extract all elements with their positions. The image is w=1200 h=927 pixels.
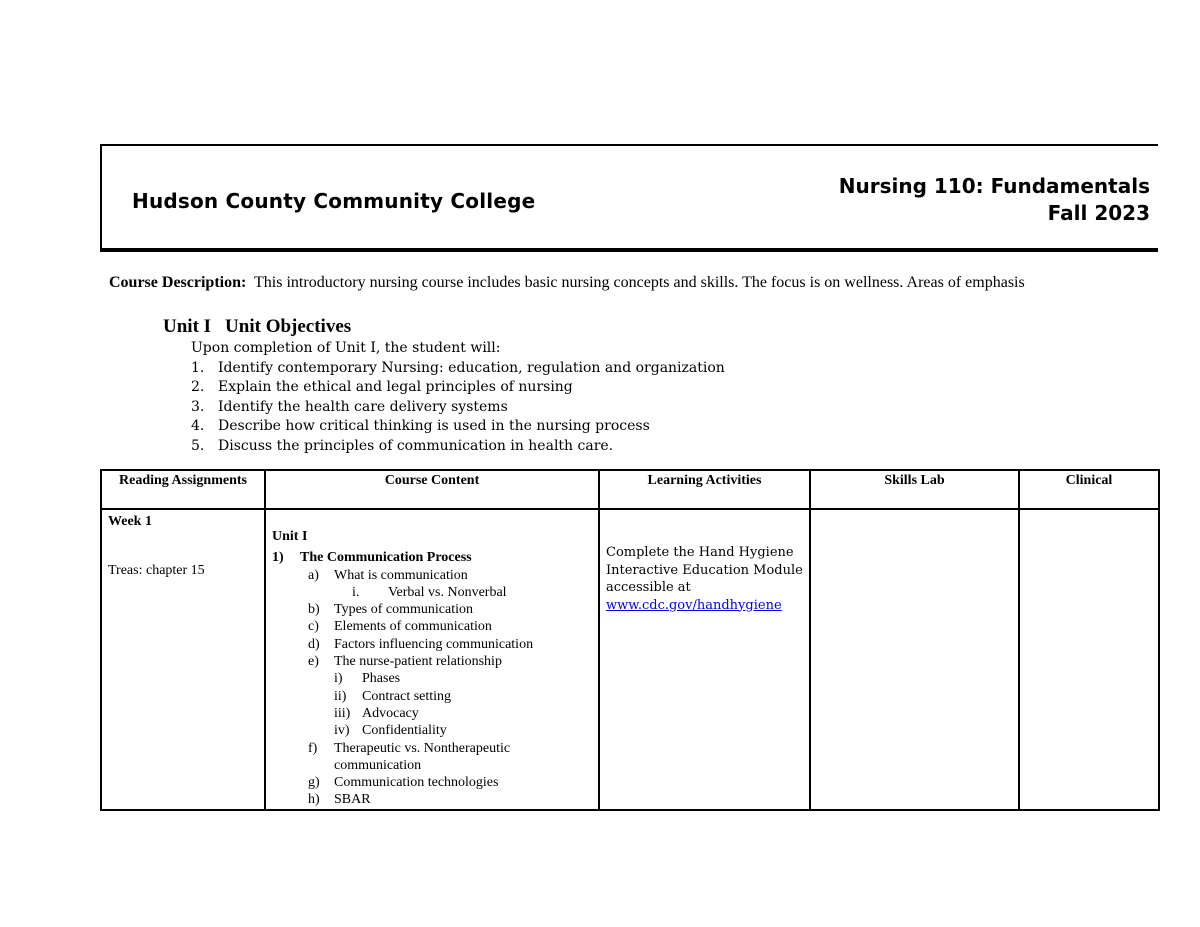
- objective-item: [191, 417, 725, 437]
- header-skills-lab: Skills Lab: [810, 470, 1019, 509]
- objective-number: 5.: [191, 437, 205, 454]
- schedule-table: [100, 469, 1160, 811]
- objectives-intro: Upon completion of Unit I, the student will:: [191, 340, 501, 356]
- unit-number: Unit I: [163, 316, 212, 337]
- objective-text: Discuss the principles of communication in health care.: [218, 437, 614, 454]
- objective-text: Identify the health care delivery systems: [218, 398, 508, 415]
- objective-number: 4.: [191, 418, 205, 434]
- objective-item: [191, 437, 725, 457]
- course-description-text: This introductory nursing course includes basic nursing concepts and skills. The focus is on wellness. Areas of emphasis: [254, 274, 1025, 291]
- learning-activities-cell: [599, 509, 810, 810]
- activity-line: Complete the Hand Hygiene: [606, 545, 794, 560]
- hand-hygiene-link[interactable]: www.cdc.gov/handhygiene: [606, 597, 782, 613]
- course-name: Nursing 110: Fundamentals: [838, 174, 1150, 198]
- content-item: a) What is communication: [308, 567, 468, 583]
- course-content-cell: [265, 509, 599, 810]
- content-item: b) Types of communication: [308, 602, 473, 618]
- content-subitem: iii) Advocacy: [334, 705, 419, 721]
- content-unit: Unit I: [272, 529, 308, 544]
- process-title: The Communication Process: [300, 550, 472, 566]
- unit-heading: [163, 316, 365, 338]
- content-subitem: iv) Confidentiality: [334, 723, 447, 739]
- process-number: 1): [272, 550, 284, 566]
- clinical-cell: [1019, 509, 1159, 810]
- header-reading-assignments: Reading Assignments: [101, 470, 265, 509]
- document-header: [100, 144, 1158, 252]
- table-row: [101, 509, 1159, 810]
- reading-assignment: Treas: chapter 15: [108, 563, 205, 578]
- course-description: [109, 272, 1109, 293]
- content-item-continued: communication: [334, 757, 422, 773]
- content-item: c) Elements of communication: [308, 619, 492, 635]
- activity-line: accessible at: [606, 580, 691, 595]
- skills-lab-cell: [810, 509, 1019, 810]
- objective-number: 3.: [191, 398, 205, 415]
- course-term: Fall 2023: [1047, 201, 1150, 225]
- content-item: d) Factors influencing communication: [308, 636, 534, 652]
- reading-cell: [101, 509, 265, 810]
- objective-text: Explain the ethical and legal principles of nursing: [218, 379, 573, 395]
- objective-item: [191, 359, 725, 379]
- objectives-list: [191, 359, 725, 457]
- header-clinical: Clinical: [1019, 470, 1159, 509]
- objective-number: 1.: [191, 359, 205, 376]
- header-course-content: Course Content: [265, 470, 599, 509]
- content-process: [272, 549, 592, 566]
- objective-text: Identify contemporary Nursing: education, regulation and organization: [218, 359, 725, 376]
- content-subitem: i) Phases: [334, 671, 401, 687]
- objective-number: 2.: [191, 379, 205, 395]
- content-item: h) SBAR: [308, 792, 371, 808]
- unit-title: Unit Objectives: [225, 316, 352, 337]
- course-description-label: Course Description:: [109, 274, 247, 291]
- header-learning-activities: Learning Activities: [599, 470, 810, 509]
- content-subitem: ii) Contract setting: [334, 688, 452, 704]
- unit-objectives: [191, 339, 725, 456]
- content-subitem: i. Verbal vs. Nonverbal: [352, 584, 507, 600]
- week-label: Week 1: [108, 514, 152, 529]
- course-title-block: [839, 173, 1150, 227]
- content-item: g) Communication technologies: [308, 775, 499, 791]
- content-item: f) Therapeutic vs. Nontherapeutic: [308, 740, 511, 756]
- objective-item: [191, 378, 725, 398]
- objective-item: [191, 398, 725, 418]
- table-header-row: [101, 470, 1159, 509]
- college-name: Hudson County Community College: [132, 189, 536, 213]
- activity-line: Interactive Education Module: [606, 562, 803, 578]
- objective-text: Describe how critical thinking is used in the nursing process: [218, 418, 650, 434]
- content-item: e) The nurse-patient relationship: [308, 654, 502, 670]
